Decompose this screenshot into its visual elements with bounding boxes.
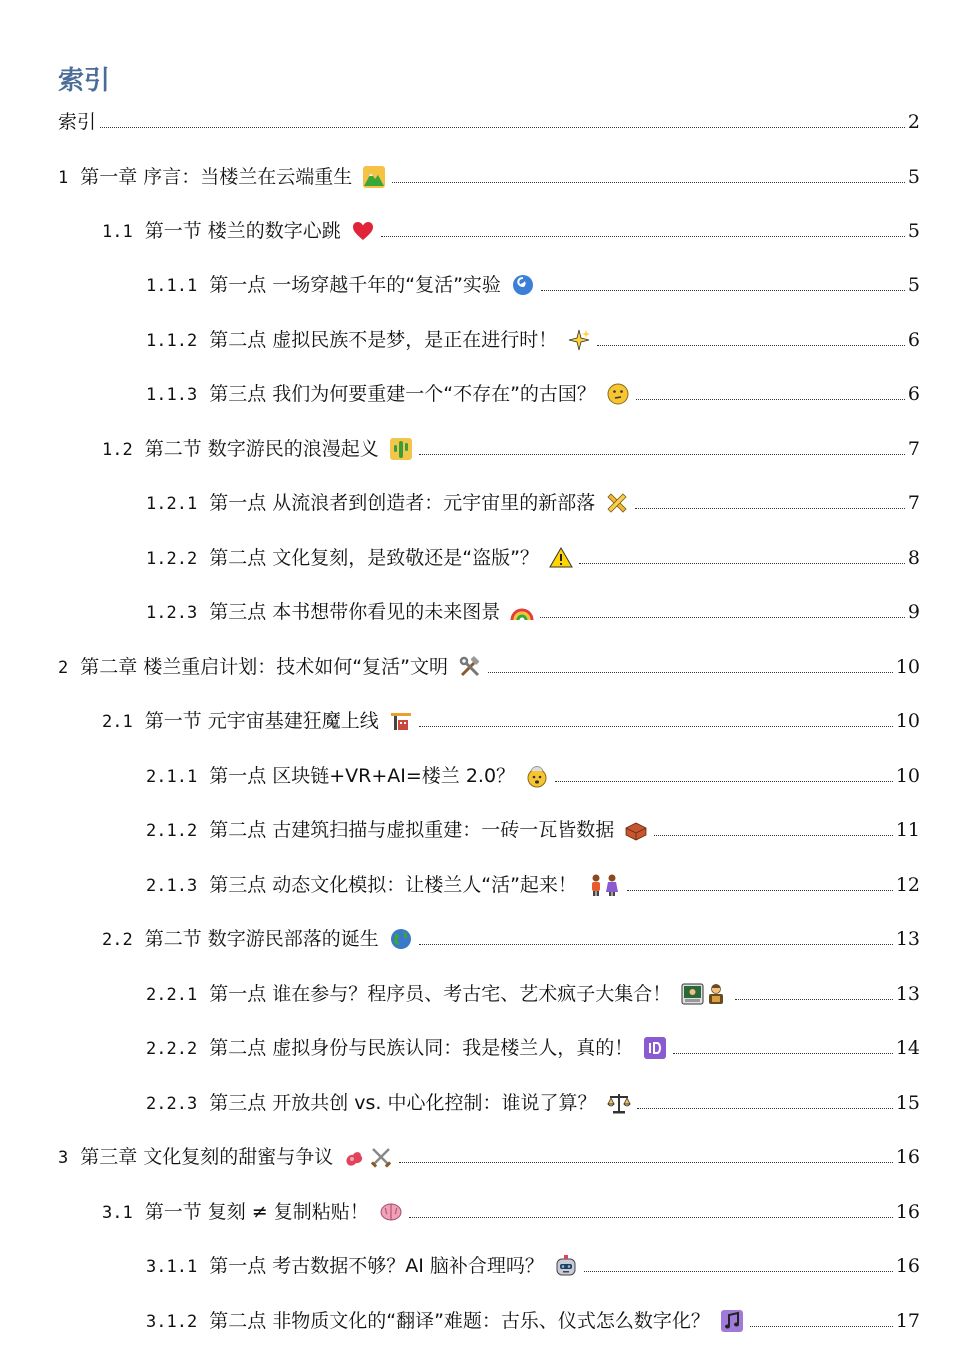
toc-entry-number: 3.1.2 <box>146 1312 198 1332</box>
toc-entry-title: 第二点 古建筑扫描与虚拟重建：一砖一瓦皆数据 <box>209 819 615 841</box>
dot-leader <box>750 1326 893 1327</box>
toc-entry[interactable] <box>146 870 920 900</box>
crossed-tools-icon <box>605 491 629 515</box>
toc-page-number: 7 <box>907 438 920 460</box>
toc-page-number: 13 <box>895 983 920 1005</box>
toc-page-number: 16 <box>895 1146 920 1168</box>
toc-entry[interactable] <box>146 815 920 845</box>
dot-leader <box>419 454 905 455</box>
toc-page-number: 16 <box>895 1201 920 1223</box>
people-icon <box>587 873 621 897</box>
exploding-head-icon <box>525 764 549 788</box>
dot-leader <box>419 944 893 945</box>
toc-page-number: 16 <box>895 1255 920 1277</box>
toc-page-number: 10 <box>895 656 920 678</box>
technologist-icon <box>681 982 729 1006</box>
toc-page-number: 5 <box>907 274 920 296</box>
toc-entry-number: 2 <box>58 658 69 678</box>
rainbow-icon <box>510 600 534 624</box>
dot-leader <box>419 726 893 727</box>
toc-entry-number: 2.2.1 <box>146 985 198 1005</box>
sparkles-icon <box>567 328 591 352</box>
toc-entry-number: 2.2.3 <box>146 1094 198 1114</box>
toc-entry-number: 2.1.1 <box>146 767 198 787</box>
toc-page-number: 9 <box>907 601 920 623</box>
dot-leader <box>100 127 905 128</box>
robot-icon <box>554 1254 578 1278</box>
toc-entry[interactable] <box>146 488 920 518</box>
toc-entry-title: 第一点 区块链+VR+AI=楼兰 2.0？ <box>209 765 516 787</box>
construction-icon <box>389 709 413 733</box>
toc-entry[interactable] <box>58 107 920 137</box>
hammer-wrench-icon <box>458 655 482 679</box>
toc-entry-number: 1.2.2 <box>146 549 198 569</box>
dot-leader <box>635 508 905 509</box>
dot-leader <box>392 182 905 183</box>
toc-entry[interactable] <box>58 162 920 192</box>
toc-entry-number: 2.2.2 <box>146 1039 198 1059</box>
dot-leader <box>597 345 905 346</box>
toc-entry-title: 第三点 本书想带你看见的未来图景 <box>209 601 501 623</box>
toc-entry[interactable] <box>102 216 920 246</box>
toc-entry-title: 第一节 楼兰的数字心跳 <box>144 220 341 242</box>
cactus-icon <box>389 437 413 461</box>
toc-entry[interactable] <box>146 979 920 1009</box>
dot-leader <box>654 835 893 836</box>
toc-entry-number: 1.1.1 <box>146 276 198 296</box>
toc-entry-number: 1 <box>58 168 69 188</box>
id-badge-icon <box>643 1036 667 1060</box>
candy-swords-icon <box>343 1145 393 1169</box>
toc-page-number: 17 <box>895 1310 920 1332</box>
toc-page-number: 8 <box>907 547 920 569</box>
toc-page-number: 10 <box>895 765 920 787</box>
toc-entry[interactable] <box>146 379 920 409</box>
globe-icon <box>389 927 413 951</box>
dot-leader <box>541 290 905 291</box>
dot-leader <box>399 1162 893 1163</box>
toc-entry[interactable] <box>102 924 920 954</box>
thinking-face-icon <box>606 382 630 406</box>
dot-leader <box>579 563 905 564</box>
toc-entry[interactable] <box>102 434 920 464</box>
toc-entry-title: 第三点 动态文化模拟：让楼兰人“活”起来！ <box>209 874 577 896</box>
toc-page-number: 7 <box>907 492 920 514</box>
dot-leader <box>627 890 893 891</box>
toc-entry-title: 第二节 数字游民的浪漫起义 <box>144 438 379 460</box>
heart-icon <box>351 219 375 243</box>
toc-entry-number: 2.1.2 <box>146 821 198 841</box>
toc-entry-title: 第二点 文化复刻，是致敬还是“盗版”？ <box>209 547 539 569</box>
toc-page-number: 13 <box>895 928 920 950</box>
toc-entry-number: 1.2.1 <box>146 494 198 514</box>
dot-leader <box>735 999 893 1000</box>
toc-entry-title: 第三点 开放共创 vs. 中心化控制：谁说了算？ <box>209 1092 597 1114</box>
toc-entry-number: 3.1 <box>102 1203 133 1223</box>
toc-entry-title: 第一点 考古数据不够？AI 脑补合理吗？ <box>209 1255 544 1277</box>
toc-entry[interactable] <box>146 761 920 791</box>
toc-entry[interactable] <box>58 1142 920 1172</box>
toc-entry-title: 第二章 楼兰重启计划：技术如何“复活”文明 <box>80 656 448 678</box>
toc-entry[interactable] <box>146 597 920 627</box>
brain-icon <box>379 1200 403 1224</box>
toc-entry-number: 2.1 <box>102 712 133 732</box>
toc-entry-number: 1.2 <box>102 440 133 460</box>
toc-page-number: 10 <box>895 710 920 732</box>
toc-entry-number: 2.2 <box>102 930 133 950</box>
toc-entry[interactable] <box>146 543 920 573</box>
toc-page-number: 12 <box>895 874 920 896</box>
music-notes-icon <box>720 1309 744 1333</box>
toc-entry[interactable] <box>146 1088 920 1118</box>
toc-entry-title: 第一点 一场穿越千年的“复活”实验 <box>209 274 501 296</box>
dot-leader <box>584 1271 893 1272</box>
toc-entry[interactable] <box>146 270 920 300</box>
toc-entry-number: 1.1.3 <box>146 385 198 405</box>
dot-leader <box>555 781 893 782</box>
toc-entry-title: 第一节 复刻 ≠ 复制粘贴！ <box>144 1201 369 1223</box>
toc-entry-number: 3.1.1 <box>146 1257 198 1277</box>
brick-icon <box>624 818 648 842</box>
dot-leader <box>409 1217 893 1218</box>
dot-leader <box>540 617 905 618</box>
toc-entry-title: 第二节 数字游民部落的诞生 <box>144 928 379 950</box>
toc-entry[interactable] <box>146 1251 920 1281</box>
toc-entry-title: 第二点 虚拟民族不是梦，是正在进行时！ <box>209 329 558 351</box>
toc-page-number: 5 <box>907 166 920 188</box>
toc-entry[interactable] <box>102 706 920 736</box>
toc-entry-number: 2.1.3 <box>146 876 198 896</box>
toc-page-number: 11 <box>895 819 920 841</box>
toc-entry-number: 3 <box>58 1148 69 1168</box>
toc-entry-number: 1.2.3 <box>146 603 198 623</box>
cyclone-icon <box>511 273 535 297</box>
toc-page-number: 6 <box>907 329 920 351</box>
toc-entry-title: 第三章 文化复刻的甜蜜与争议 <box>80 1146 334 1168</box>
toc-entry-title: 第二点 虚拟身份与民族认同：我是楼兰人，真的！ <box>209 1037 634 1059</box>
toc-page-number: 2 <box>907 111 920 133</box>
toc-entry[interactable] <box>146 1033 920 1063</box>
warning-icon <box>549 546 573 570</box>
toc-page-number: 5 <box>907 220 920 242</box>
dot-leader <box>488 672 893 673</box>
toc-entry[interactable] <box>102 1197 920 1227</box>
mountain-icon <box>362 165 386 189</box>
toc-entry[interactable] <box>146 325 920 355</box>
toc-page-number: 14 <box>895 1037 920 1059</box>
toc-entry-number: 1.1.2 <box>146 331 198 351</box>
toc-entry-title: 第一节 元宇宙基建狂魔上线 <box>144 710 379 732</box>
dot-leader <box>637 1108 893 1109</box>
toc-entry[interactable] <box>146 1306 920 1336</box>
toc-entry-title: 第三点 我们为何要重建一个“不存在”的古国？ <box>209 383 596 405</box>
balance-scale-icon <box>607 1091 631 1115</box>
toc-page-number: 15 <box>895 1092 920 1114</box>
toc-entry-title: 第一章 序言：当楼兰在云端重生 <box>80 166 353 188</box>
dot-leader <box>381 236 905 237</box>
toc-entry-number: 1.1 <box>102 222 133 242</box>
toc-entry-title: 第二点 非物质文化的“翻译”难题：古乐、仪式怎么数字化？ <box>209 1310 710 1332</box>
dot-leader <box>673 1053 893 1054</box>
toc-page-number: 6 <box>907 383 920 405</box>
dot-leader <box>636 399 905 400</box>
toc-entry-title: 第一点 谁在参与？程序员、考古宅、艺术疯子大集合！ <box>209 983 672 1005</box>
toc-entry[interactable] <box>58 652 920 682</box>
toc-entry-title: 索引 <box>58 111 97 133</box>
page-title: 索引 <box>58 66 111 96</box>
toc-entry-title: 第一点 从流浪者到创造者：元宇宙里的新部落 <box>209 492 596 514</box>
